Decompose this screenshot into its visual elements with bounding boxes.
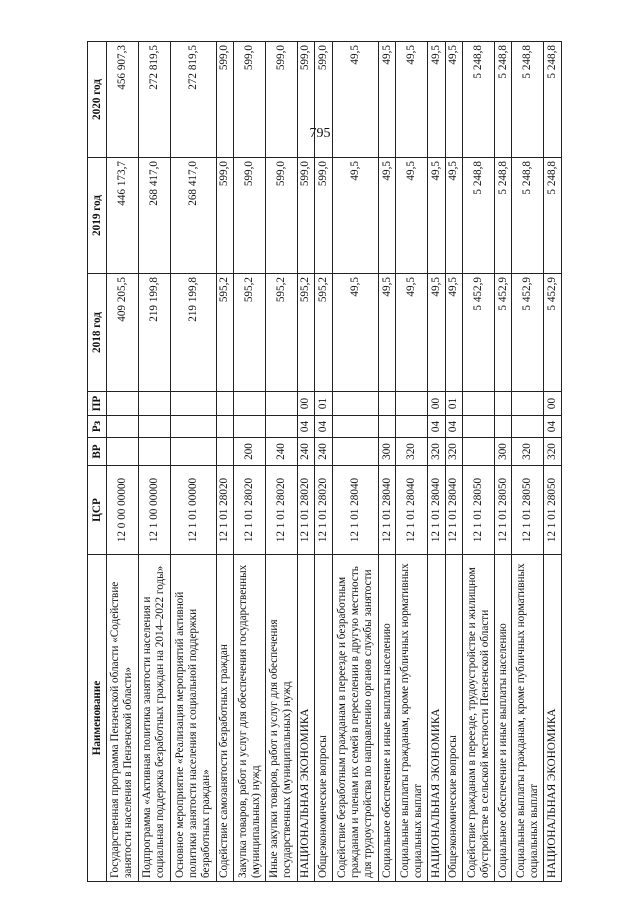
cell-name: Основное мероприятие «Реализация мероприятий активной политики занятости населения и социальной поддержки безработных граждан»: [170, 555, 216, 882]
cell-pr: 01: [315, 392, 333, 416]
cell-2020: 49,5: [332, 42, 378, 158]
cell-2019: 5 248,8: [494, 158, 512, 274]
cell-csr: 12 1 01 28050: [494, 466, 512, 555]
cell-name: Социальное обеспечение и иные выплаты населению: [378, 555, 396, 882]
table-row: [138, 42, 170, 882]
cell-csr: 12 1 01 28020: [234, 466, 266, 555]
cell-pr: [512, 392, 544, 416]
cell-vr: [332, 438, 378, 466]
col-header-2019: 2019 год: [88, 158, 107, 274]
col-header-pr: ПР: [88, 392, 107, 416]
cell-2019: 268 417,0: [138, 158, 170, 274]
col-header-2020: 2020 год: [88, 42, 107, 158]
cell-2020: 49,5: [396, 42, 428, 158]
cell-name: Содействие самозанятости безработных граждан: [216, 555, 234, 882]
table-row: [170, 42, 216, 882]
cell-csr: 12 1 01 28020: [265, 466, 297, 555]
cell-vr: 320: [428, 438, 446, 466]
cell-2018: 219 199,8: [170, 274, 216, 392]
cell-rz: [216, 416, 234, 438]
cell-2020: 49,5: [445, 42, 463, 158]
cell-pr: 01: [445, 392, 463, 416]
cell-rz: [265, 416, 297, 438]
cell-vr: 300: [378, 438, 396, 466]
cell-2018: 595,2: [297, 274, 315, 392]
cell-2018: 5 452,9: [544, 274, 562, 392]
page-number: 795: [309, 126, 331, 141]
cell-rz: [396, 416, 428, 438]
table-row: [544, 42, 562, 882]
cell-vr: 240: [265, 438, 297, 466]
cell-name: Содействие гражданам в переезде, трудоустройстве и жилищном обустройстве в сельской местности Пензенской области: [463, 555, 495, 882]
cell-vr: [463, 438, 495, 466]
table-row: [512, 42, 544, 882]
cell-name: Содействие безработным гражданам в переезде и безработным гражданам и членам их семей в переселении в другую местность для трудоустройства по направлению органов службы занятости: [332, 555, 378, 882]
cell-2019: 49,5: [445, 158, 463, 274]
cell-2018: 595,2: [265, 274, 297, 392]
cell-2019: 49,5: [396, 158, 428, 274]
table-body: [107, 42, 562, 882]
cell-csr: 12 1 01 28040: [332, 466, 378, 555]
cell-2019: 599,0: [234, 158, 266, 274]
cell-2020: 272 819,5: [138, 42, 170, 158]
table-row: [332, 42, 378, 882]
cell-2018: 49,5: [445, 274, 463, 392]
cell-vr: 320: [512, 438, 544, 466]
cell-pr: [463, 392, 495, 416]
cell-2018: 409 205,5: [107, 274, 139, 392]
cell-2019: 49,5: [332, 158, 378, 274]
cell-2018: 49,5: [428, 274, 446, 392]
table-row: [396, 42, 428, 882]
cell-rz: 04: [428, 416, 446, 438]
table-row: [463, 42, 495, 882]
cell-vr: 320: [544, 438, 562, 466]
cell-vr: 240: [315, 438, 333, 466]
cell-name: НАЦИОНАЛЬНАЯ ЭКОНОМИКА: [428, 555, 446, 882]
cell-2020: 599,0: [234, 42, 266, 158]
cell-2019: 5 248,8: [512, 158, 544, 274]
table-row: [494, 42, 512, 882]
table-row: [315, 42, 333, 882]
rotated-table-container: [87, 42, 562, 882]
cell-name: Общеэкономические вопросы: [445, 555, 463, 882]
cell-2020: 5 248,8: [544, 42, 562, 158]
cell-name: Общеэкономические вопросы: [315, 555, 333, 882]
cell-2019: 5 248,8: [463, 158, 495, 274]
cell-2018: 595,2: [216, 274, 234, 392]
cell-pr: [107, 392, 139, 416]
cell-rz: 04: [315, 416, 333, 438]
cell-2020: 599,0: [216, 42, 234, 158]
table-row: [445, 42, 463, 882]
cell-2020: 5 248,8: [494, 42, 512, 158]
cell-2020: 272 819,5: [170, 42, 216, 158]
cell-2019: 49,5: [378, 158, 396, 274]
cell-rz: 04: [297, 416, 315, 438]
cell-pr: [138, 392, 170, 416]
cell-pr: 00: [297, 392, 315, 416]
cell-2019: 599,0: [216, 158, 234, 274]
cell-rz: [332, 416, 378, 438]
cell-vr: 320: [445, 438, 463, 466]
cell-2019: 599,0: [297, 158, 315, 274]
cell-vr: 200: [234, 438, 266, 466]
cell-name: Закупка товаров, работ и услуг для обеспечения государственных (муниципальных) нужд: [234, 555, 266, 882]
cell-2019: 49,5: [428, 158, 446, 274]
cell-csr: 12 1 01 28050: [463, 466, 495, 555]
cell-csr: 12 1 01 28020: [315, 466, 333, 555]
cell-csr: 12 1 01 28020: [297, 466, 315, 555]
cell-2018: 49,5: [396, 274, 428, 392]
cell-pr: [378, 392, 396, 416]
cell-2020: 5 248,8: [463, 42, 495, 158]
col-header-name: Наименование: [88, 555, 107, 882]
table-row: [428, 42, 446, 882]
cell-2020: 599,0: [315, 42, 333, 158]
cell-rz: 04: [445, 416, 463, 438]
table-row: [297, 42, 315, 882]
cell-pr: [234, 392, 266, 416]
cell-vr: 300: [494, 438, 512, 466]
cell-rz: [107, 416, 139, 438]
cell-rz: [463, 416, 495, 438]
cell-name: Социальные выплаты гражданам, кроме публичных нормативных социальных выплат: [396, 555, 428, 882]
cell-csr: 12 1 01 28020: [216, 466, 234, 555]
cell-2020: 599,0: [297, 42, 315, 158]
cell-vr: [170, 438, 216, 466]
col-header-2018: 2018 год: [88, 274, 107, 392]
cell-csr: 12 1 01 00000: [170, 466, 216, 555]
cell-pr: 00: [428, 392, 446, 416]
cell-csr: 12 1 01 28040: [428, 466, 446, 555]
table-row: [265, 42, 297, 882]
cell-name: НАЦИОНАЛЬНАЯ ЭКОНОМИКА: [297, 555, 315, 882]
cell-rz: [494, 416, 512, 438]
cell-pr: [332, 392, 378, 416]
cell-2020: 49,5: [428, 42, 446, 158]
cell-2019: 599,0: [265, 158, 297, 274]
cell-rz: [138, 416, 170, 438]
table-row: [378, 42, 396, 882]
cell-rz: [378, 416, 396, 438]
cell-name: НАЦИОНАЛЬНАЯ ЭКОНОМИКА: [544, 555, 562, 882]
cell-csr: 12 1 01 28050: [512, 466, 544, 555]
cell-2018: 5 452,9: [512, 274, 544, 392]
cell-2019: 5 248,8: [544, 158, 562, 274]
cell-2018: 49,5: [378, 274, 396, 392]
cell-csr: 12 1 00 00000: [138, 466, 170, 555]
cell-name: Подпрограмма «Активная политика занятости населения и социальная поддержка безработных граждан на 2014–2022 годы»: [138, 555, 170, 882]
cell-vr: [138, 438, 170, 466]
cell-name: Государственная программа Пензенской области «Содействие занятости населения в Пензенской области»: [107, 555, 139, 882]
cell-2019: 446 173,7: [107, 158, 139, 274]
table-header-row: [88, 42, 107, 882]
cell-2019: 599,0: [315, 158, 333, 274]
cell-2018: 595,2: [234, 274, 266, 392]
cell-pr: [216, 392, 234, 416]
cell-2020: 5 248,8: [512, 42, 544, 158]
cell-2020: 49,5: [378, 42, 396, 158]
cell-vr: [107, 438, 139, 466]
cell-2019: 268 417,0: [170, 158, 216, 274]
cell-csr: 12 0 00 00000: [107, 466, 139, 555]
cell-2018: 5 452,9: [494, 274, 512, 392]
col-header-csr: ЦСР: [88, 466, 107, 555]
cell-pr: [265, 392, 297, 416]
table-row: [216, 42, 234, 882]
cell-name: Социальные выплаты гражданам, кроме публичных нормативных социальных выплат: [512, 555, 544, 882]
cell-2018: 595,2: [315, 274, 333, 392]
cell-csr: 12 1 01 28040: [396, 466, 428, 555]
cell-csr: 12 1 01 28050: [544, 466, 562, 555]
cell-2020: 599,0: [265, 42, 297, 158]
cell-2018: 5 452,9: [463, 274, 495, 392]
cell-rz: 04: [544, 416, 562, 438]
cell-pr: [494, 392, 512, 416]
cell-vr: 320: [396, 438, 428, 466]
cell-csr: 12 1 01 28040: [445, 466, 463, 555]
cell-pr: [170, 392, 216, 416]
col-header-rz: Рз: [88, 416, 107, 438]
col-header-vr: ВР: [88, 438, 107, 466]
cell-rz: [170, 416, 216, 438]
cell-name: Социальное обеспечение и иные выплаты населению: [494, 555, 512, 882]
cell-pr: [396, 392, 428, 416]
cell-name: Иные закупки товаров, работ и услуг для обеспечения государственных (муниципальных) нужд: [265, 555, 297, 882]
cell-rz: [234, 416, 266, 438]
cell-2020: 456 907,3: [107, 42, 139, 158]
cell-vr: [216, 438, 234, 466]
cell-2018: 219 199,8: [138, 274, 170, 392]
cell-csr: 12 1 01 28040: [378, 466, 396, 555]
cell-rz: [512, 416, 544, 438]
budget-table: [87, 41, 562, 882]
cell-pr: 00: [544, 392, 562, 416]
table-row: [107, 42, 139, 882]
cell-2018: 49,5: [332, 274, 378, 392]
cell-vr: 240: [297, 438, 315, 466]
table-row: [234, 42, 266, 882]
